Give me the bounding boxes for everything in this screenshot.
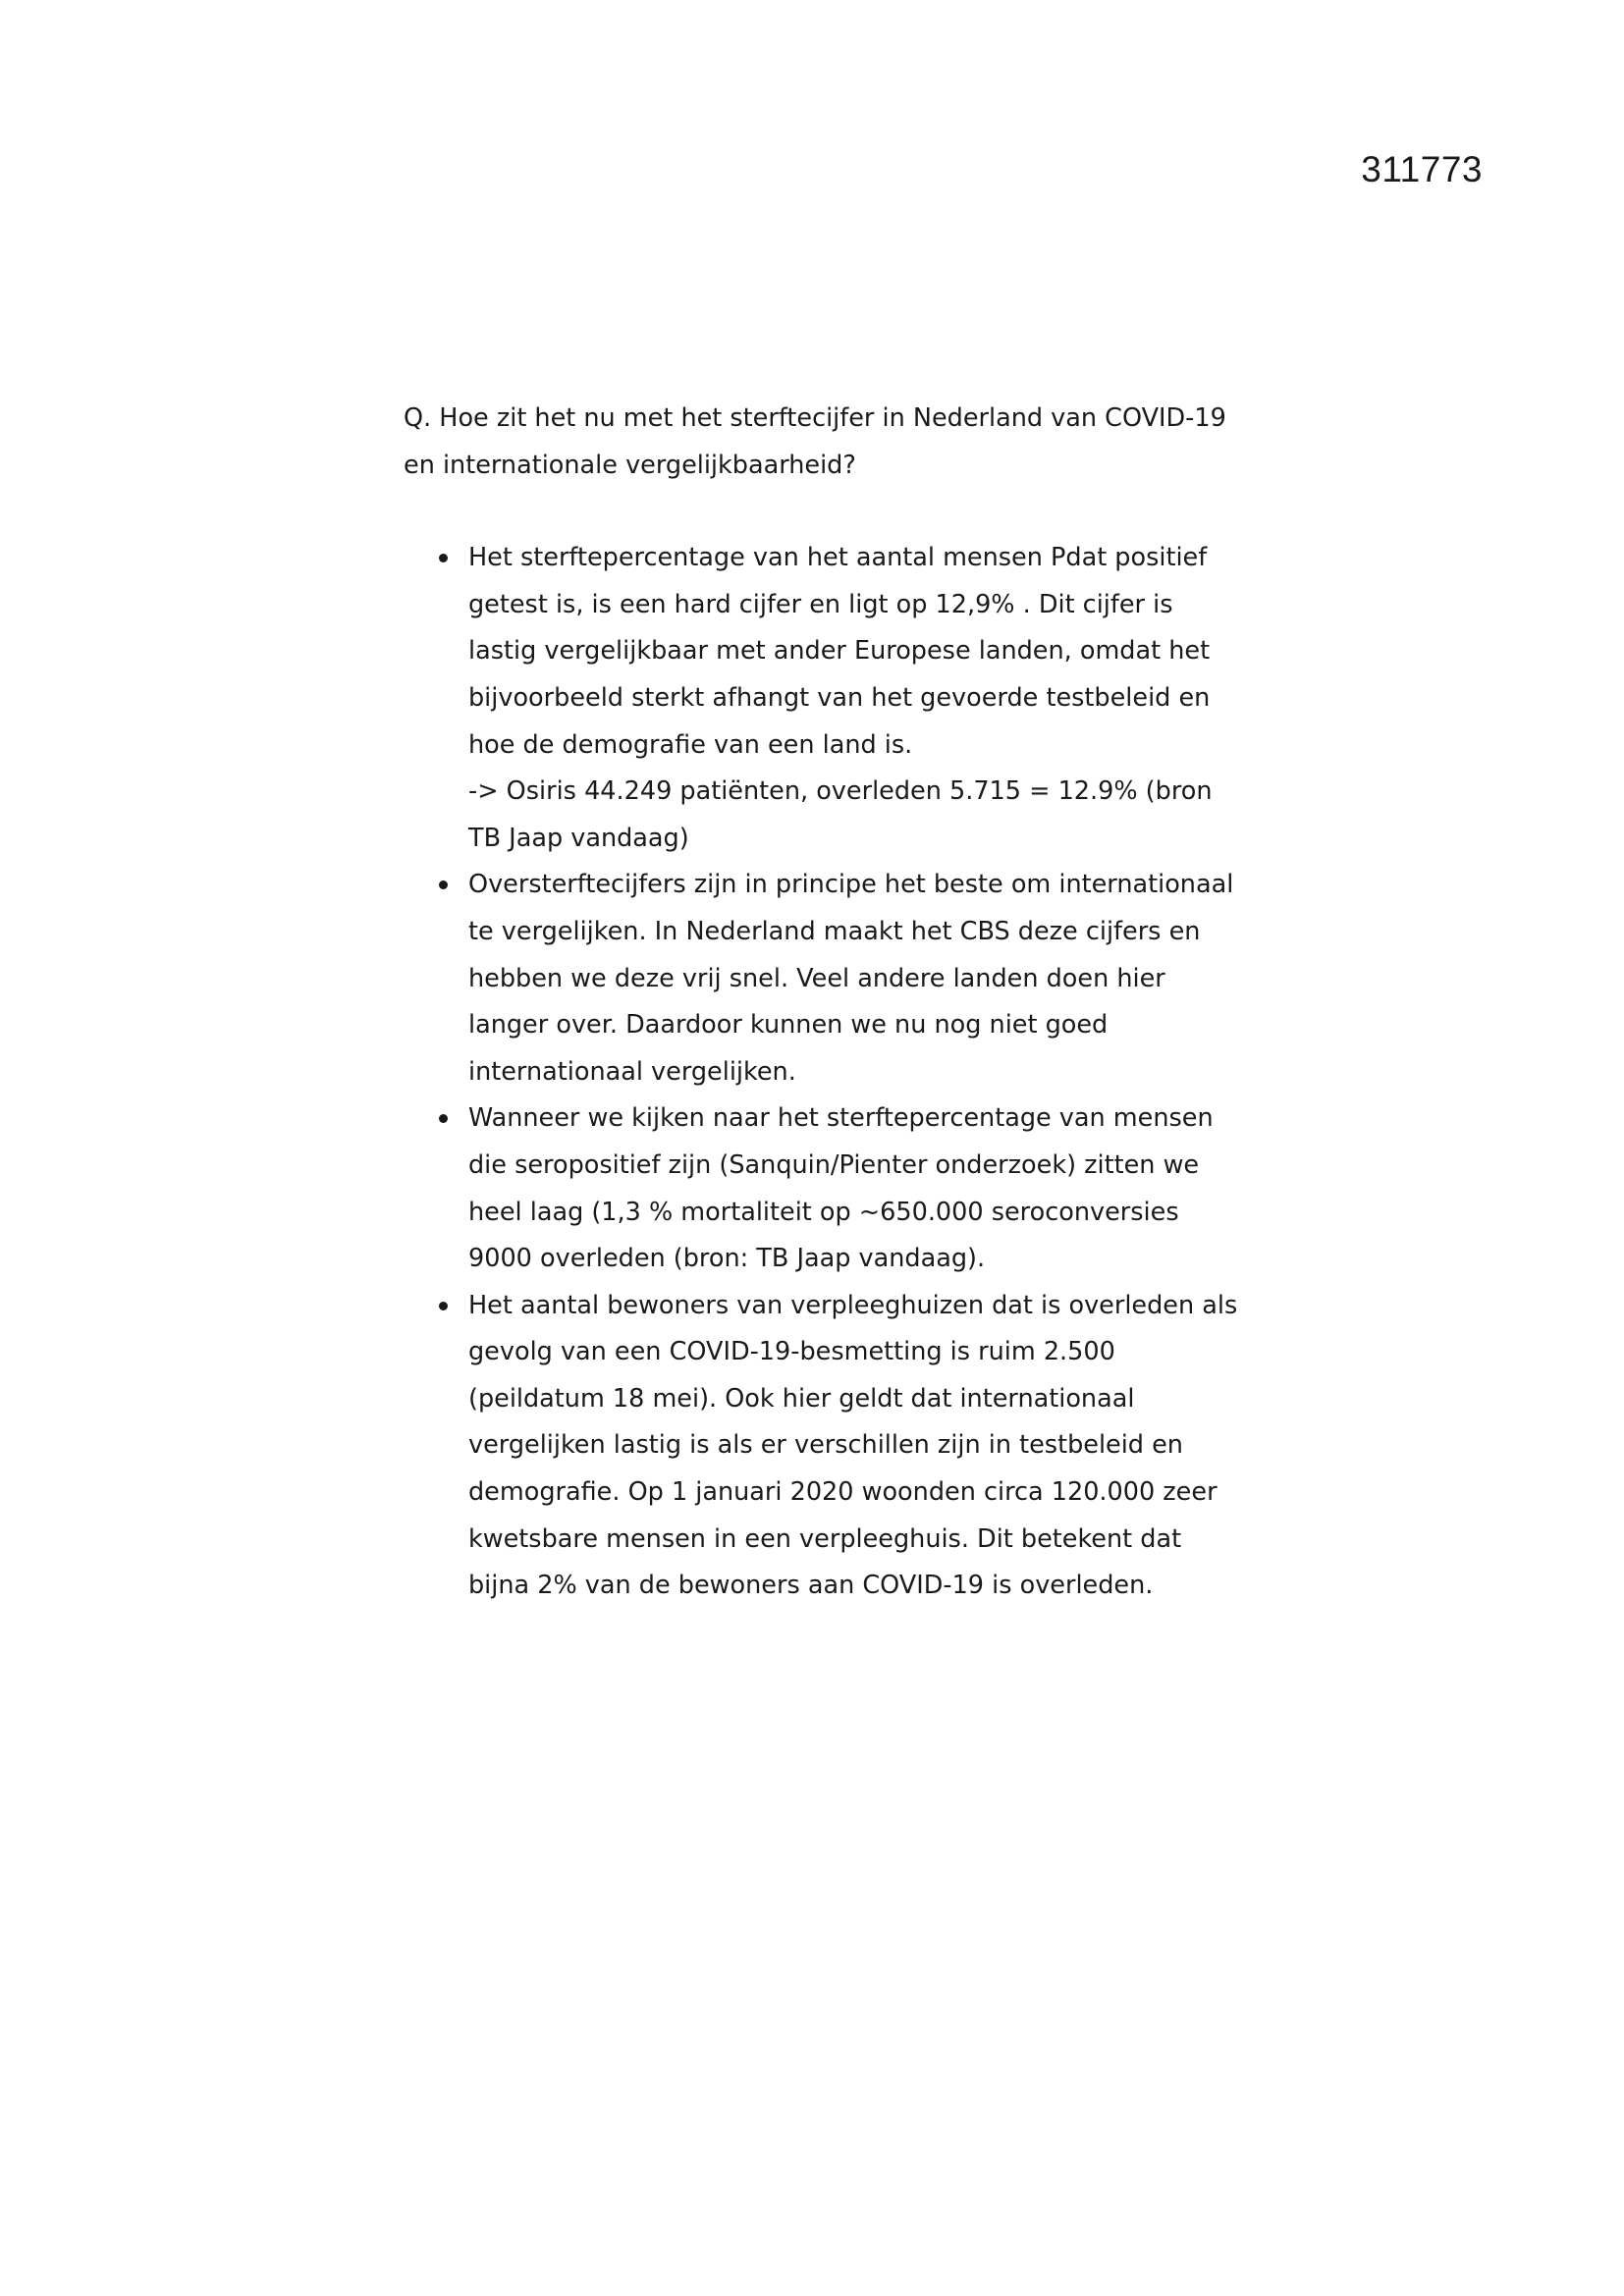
bullet-item-excess-mortality: [404, 862, 1238, 1095]
bullet-icon: [439, 881, 448, 889]
bullet-text: Oversterftecijfers zijn in principe het beste om internationaal te vergelijken. In Nederland maakt het CBS deze cijfers en hebben we deze vrij snel. Veel andere landen doen hier langer over. Daardoor kunnen we nu nog niet goed internationaal vergelijken.: [468, 870, 1234, 1087]
question-text: Q. Hoe zit het nu met het sterftecijfer in Nederland van COVID-19 en internationale vergelijkbaarheid?: [404, 403, 1226, 480]
document-body: [404, 396, 1238, 1610]
bullet-text: Het sterftepercentage van het aantal mensen Pdat positief getest is, is een hard cijfer en ligt op 12,9% . Dit cijfer is lastig vergelijkbaar met ander Europese landen, omdat het bijvoorbeeld sterkt afhangt van het gevoerde testbeleid en hoe de demografie van een land is.: [468, 543, 1211, 760]
bullet-icon: [439, 1114, 448, 1123]
bullet-text: Wanneer we kijken naar het sterftepercentage van mensen die seropositief zijn (Sanquin/Pienter onderzoek) zitten we heel laag (1,3 % mortaliteit op ~650.000 seroconversies 9000 overleden (bron: TB Jaap vandaag).: [468, 1103, 1214, 1274]
answer-bullet-list: [404, 535, 1238, 1610]
bullet-text: Het aantal bewoners van verpleeghuizen dat is overleden als gevolg van een COVID-19-besmetting is ruim 2.500 (peildatum 18 mei). Ook hier geldt dat internationaal vergelijken lastig is als er verschillen zijn in testbeleid en demografie. Op 1 januari 2020 woonden circa 120.000 zeer kwetsbare mensen in een verpleeghuis. Dit betekent dat bijna 2% van de bewoners aan COVID-19 is overleden.: [468, 1290, 1238, 1601]
document-number: 311773: [1361, 149, 1483, 189]
bullet-item-seropositive-mortality: [404, 1095, 1238, 1282]
bullet-icon: [439, 554, 448, 562]
bullet-source-note: -> Osiris 44.249 patiënten, overleden 5.715 = 12.9% (bron TB Jaap vandaag): [468, 776, 1213, 853]
bullet-item-nursing-home-mortality: [404, 1283, 1238, 1610]
bullet-item-test-mortality: [404, 535, 1238, 862]
bullet-icon: [439, 1302, 448, 1310]
